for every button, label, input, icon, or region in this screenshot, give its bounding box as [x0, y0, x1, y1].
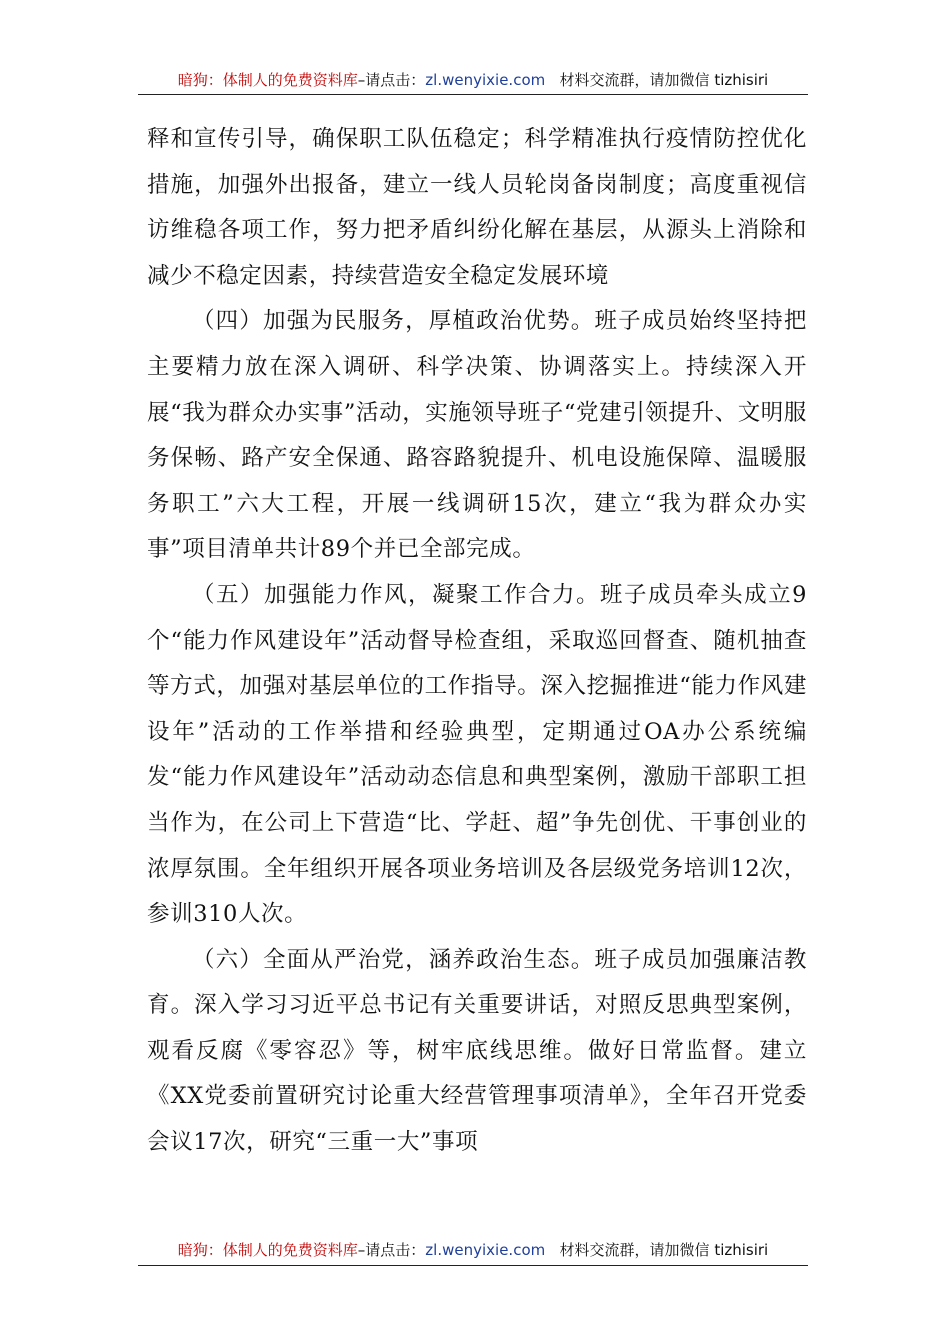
- footer-divider: [138, 1265, 808, 1266]
- page-header: [138, 70, 808, 90]
- paragraph-continuation: 释和宣传引导，确保职工队伍稳定；科学精准执行疫情防控优化措施，加强外出报备，建立一线人员轮岗备岗制度；高度重视信访维稳各项工作，努力把矛盾纠纷化解在基层，从源头上消除和减少不稳定因素，持续营造安全稳定发展环境: [147, 126, 807, 289]
- header-divider: [138, 94, 808, 95]
- document-body: [147, 117, 807, 1166]
- header-contact: 材料交流群，请加微信 tizhisiri: [559, 71, 769, 89]
- paragraph-section-5: （五）加强能力作风，凝聚工作合力。班子成员牵头成立9个“能力作风建设年”活动督导检查组，采取巡回督查、随机抽查等方式，加强对基层单位的工作指导。深入挖掘推进“能力作风建设年”活动的工作举措和经验典型，定期通过OA办公系统编发“能力作风建设年”活动动态信息和典型案例，激励干部职工担当作为，在公司上下营造“比、学赶、超”争先创优、干事创业的浓厚氛围。全年组织开展各项业务培训及各层级党务培训12次，参训310人次。: [147, 581, 807, 928]
- header-click-label: –请点击：: [357, 71, 426, 89]
- header-url-link[interactable]: zl.wenyixie.com: [425, 71, 546, 89]
- footer-click-label: –请点击：: [357, 1241, 426, 1259]
- page-footer: [138, 1240, 808, 1260]
- footer-url-link[interactable]: zl.wenyixie.com: [425, 1241, 546, 1259]
- paragraph-section-6: （六）全面从严治党，涵养政治生态。班子成员加强廉洁教育。深入学习习近平总书记有关重要讲话，对照反思典型案例，观看反腐《零容忍》等，树牢底线思维。做好日常监督。建立《XX党委前置研究讨论重大经营管理事项清单》，全年召开党委会议17次，研究“三重一大”事项: [147, 946, 807, 1156]
- paragraph-section-4: （四）加强为民服务，厚植政治优势。班子成员始终坚持把主要精力放在深入调研、科学决策、协调落实上。持续深入开展“我为群众办实事”活动，实施领导班子“党建引领提升、文明服务保畅、路产安全保通、路容路貌提升、机电设施保障、温暖服务职工”六大工程，开展一线调研15次，建立“我为群众办实事”项目清单共计89个并已全部完成。: [147, 308, 808, 563]
- header-brand: 暗狗：体制人的免费资料库: [177, 71, 358, 89]
- footer-contact: 材料交流群，请加微信 tizhisiri: [559, 1241, 769, 1259]
- footer-brand: 暗狗：体制人的免费资料库: [177, 1241, 358, 1259]
